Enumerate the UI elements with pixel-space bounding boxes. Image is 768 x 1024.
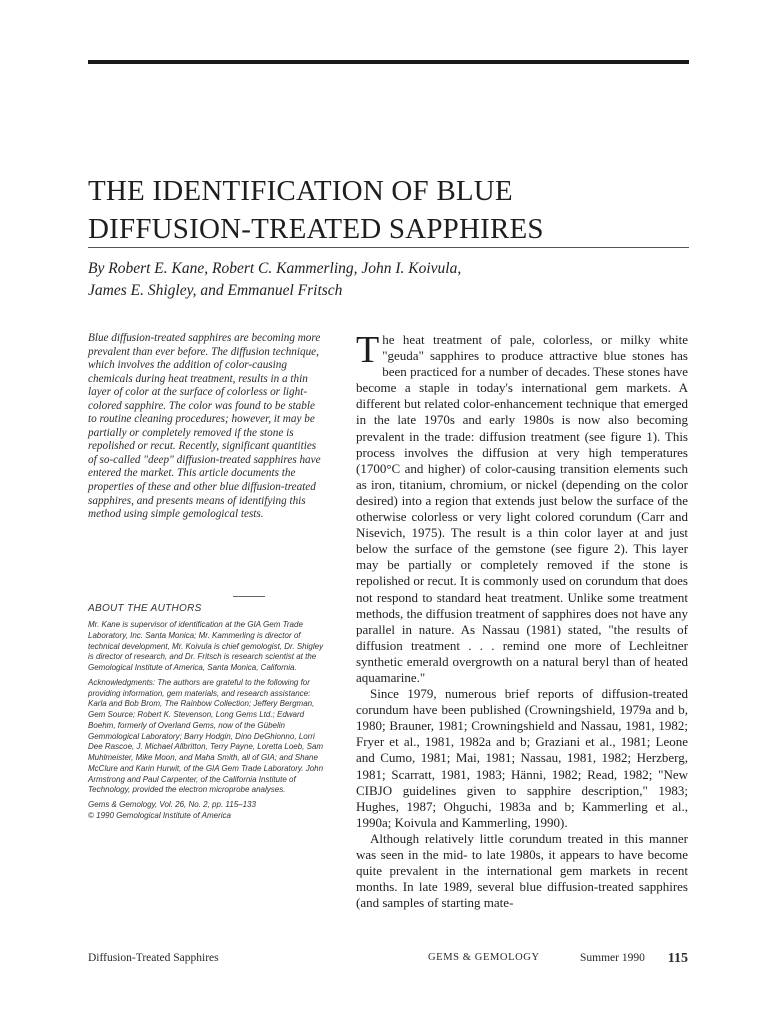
about-the-authors bbox=[88, 602, 324, 822]
body-paragraph-1-text: he heat treatment of pale, colorless, or milky white "geuda" sapphires to produce attractive blue stones has been practiced for a number of decades. These stones have become a staple in today's international gem markets. A different but related color-enhancement technique that emerged in the late 1970s and early 1980s is now also becoming prevalent in the trade: diffusion treatment (see figure 1). This process involves the diffusion at very high temperatures (1700°C and higher) of color-causing transition elements such as iron, titanium, chromium, or nickel (depending on the color desired) into a region that extends just below the surface of the otherwise colorless or very light colored corundum (Carr and Nisevich, 1975). The result is a thin color layer at and just below the surface of the gemstone (see figure 2). This layer may be partially or completely removed if the stone is repolished or recut. It is commonly used on corundum that does not respond to standard heat treatment. Unlike some treatment methods, the diffusion treatment of sapphires does not have any parallel in nature. As Nassau (1981) stated, "the results of diffusion treatment . . . remind one more of Lechleitner synthetic emerald overgrowth on a natural beryl than of heated aquamarine." bbox=[356, 332, 688, 685]
body-paragraph-2: Since 1979, numerous brief reports of diffusion-treated corundum have been published (Crowningshield, 1979a and b, 1980; Brauner, 1981; Crowningshield and Nassau, 1981, 1982; Fryer et al., 1981, 1982a and b; Graziani et al., 1981; Leone and Cumo, 1981; Mai, 1981; Nassau, 1981, 1982; Herzberg, 1981; Scarratt, 1981, 1983; Hänni, 1982; Read, 1982; "New CIBJO guidelines given to sapphire description," 1983; Hughes, 1987; Ohguchi, 1983a and b; Kammerling et al., 1990a; Koivula and Kammerling, 1990). bbox=[356, 686, 688, 830]
journal-name: GEMS & GEMOLOGY bbox=[428, 952, 540, 963]
body-column bbox=[356, 329, 688, 911]
running-title: Diffusion-Treated Sapphires bbox=[88, 952, 219, 964]
section-divider bbox=[233, 596, 265, 597]
title-line-2: DIFFUSION-TREATED SAPPHIRES bbox=[88, 213, 544, 245]
author-affiliations: Mr. Kane is supervisor of identification at the GIA Gem Trade Laboratory, Inc. Santa Monica; Mr. Kammerling is director of technical development, Mr. Koivula is chief gemologist, Dr. Shigley is director of research, and Dr. Fritsch is research scientist at the Gemological Institute of America, Santa Monica, California. bbox=[88, 620, 324, 672]
article-title bbox=[88, 172, 688, 248]
author-byline bbox=[88, 258, 688, 302]
body-paragraph-3: Although relatively little corundum treated in this manner was seen in the mid- to late 1980s, it appears to have become quite prevalent in the international gem markets in recent months. In late 1989, several blue diffusion-treated sapphires (and samples of starting mate- bbox=[356, 830, 688, 911]
byline-line-1: By Robert E. Kane, Robert C. Kammerling, John I. Koivula, bbox=[88, 260, 462, 277]
page-footer bbox=[88, 952, 688, 968]
top-rule bbox=[88, 60, 689, 64]
issue-season: Summer 1990 bbox=[580, 952, 645, 964]
title-line-1: THE IDENTIFICATION OF BLUE bbox=[88, 175, 513, 207]
citation: Gems & Gemology, Vol. 26, No. 2, pp. 115–133 bbox=[88, 800, 256, 809]
abstract: Blue diffusion-treated sapphires are becoming more prevalent than ever before. The diffusion technique, which involves the addition of color-causing chemicals during heat treatment, results in a thin layer of color at the surface of colorless or light-colored sapphire. The color was found to be stable to routine cleaning procedures; however, it may be partially or completely removed if the stone is repolished or recut. Recently, significant quantities of so-called "deep" diffusion-treated sapphires have entered the market. This article documents the properties of these and other blue diffusion-treated sapphires, and presents means of identifying this method using simple gemological tests. bbox=[88, 332, 321, 521]
acknowledgments: Acknowledgments: The authors are grateful to the following for providing information, gem materials, and research assistance: Karla and Bob Brom, The Rainbow Collection; Jeffery Bergman, Gem Source; Robert K. Stevenson, Long Gems Ltd.; Edward Boehm, formerly of Overland Gems, now of the Gübelin Gemmological Laboratory; Barry Hodgin, Dino DeGhionno, Lorri Dee Rascoe, J. Michael Allbritton, Terry Payne, Loretta Loeb, Sam Muhlmeister, Mike Moon, and Maha Smith, all of GIA; and Shane McClure and Karin Hurwit, of the GIA Gem Trade Laboratory. John Armstrong and Paul Carpenter, of the California Institute of Technology, provided the electron microprobe analyses. bbox=[88, 677, 324, 795]
body-paragraph-1 bbox=[356, 329, 688, 686]
title-rule bbox=[88, 247, 689, 248]
about-heading: ABOUT THE AUTHORS bbox=[88, 603, 202, 614]
drop-cap: T bbox=[356, 329, 380, 371]
page-number: 115 bbox=[667, 951, 688, 966]
copyright: © 1990 Gemological Institute of America bbox=[88, 810, 231, 820]
byline-line-2: James E. Shigley, and Emmanuel Fritsch bbox=[88, 282, 343, 299]
